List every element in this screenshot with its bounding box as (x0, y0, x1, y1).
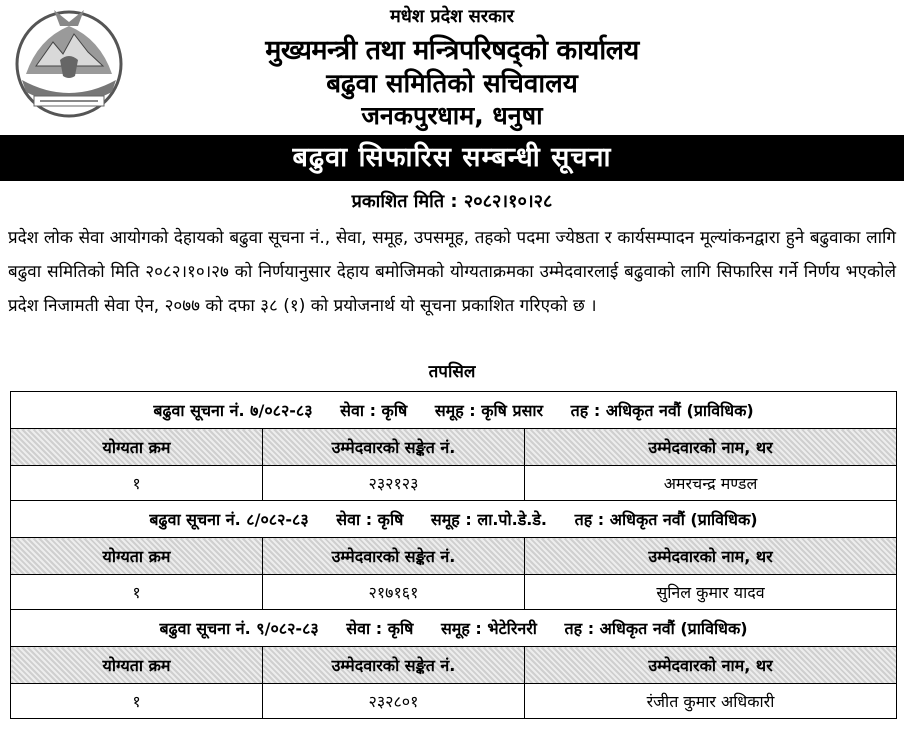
header-code: उम्मेदवारको सङ्केत नं. (263, 538, 525, 575)
header-code: उम्मेदवारको सङ्केत नं. (263, 647, 525, 684)
notice-level: तह : अधिकृत नवौं (प्राविधिक) (570, 401, 754, 420)
cell-rank: १ (11, 684, 263, 719)
table-row (11, 466, 897, 501)
table-header-row (11, 429, 897, 466)
notice-group: समूह : भेटेरिनरी (440, 619, 537, 638)
cell-code: २३२८०१ (263, 684, 525, 719)
notice-number: बढुवा सूचना नं. ९/०८२-८३ (159, 619, 319, 638)
header-name: उम्मेदवारको नाम, थर (525, 429, 897, 466)
government-name: मधेश प्रदेश सरकार (389, 6, 515, 27)
notice-title-row (11, 501, 897, 538)
cell-code: २३२१२३ (263, 466, 525, 501)
header-rank: योग्यता क्रम (11, 538, 263, 575)
header-code: उम्मेदवारको सङ्केत नं. (263, 429, 525, 466)
header-name: उम्मेदवारको नाम, थर (525, 647, 897, 684)
header-rank: योग्यता क्रम (11, 647, 263, 684)
notice-service: सेवा : कृषि (346, 619, 414, 638)
notice-title-row (11, 610, 897, 647)
cell-code: २१७१६१ (263, 575, 525, 610)
notice-service: सेवा : कृषि (336, 510, 404, 529)
promotion-table (10, 391, 897, 719)
notice-number: बढुवा सूचना नं. ७/०८२-८३ (153, 401, 313, 420)
table-row (11, 684, 897, 719)
notice-group: समूह : कृषि प्रसार (434, 401, 544, 420)
notice-level: तह : अधिकृत नवौं (प्राविधिक) (574, 510, 758, 529)
table-row (11, 575, 897, 610)
schedule-heading: तपसिल (428, 362, 476, 382)
notice-number: बढुवा सूचना नं. ८/०८२-८३ (149, 510, 309, 529)
notice-banner-title: बढुवा सिफारिस सम्बन्धी सूचना (0, 135, 904, 181)
secretariat-name: बढुवा समितिको सचिवालय (326, 69, 578, 99)
published-date-line (0, 189, 904, 213)
notice-title-row (11, 392, 897, 429)
notice-service: सेवा : कृषि (340, 401, 408, 420)
published-label: प्रकाशित मिति : (351, 191, 458, 212)
cell-rank: १ (11, 575, 263, 610)
office-name: मुख्यमन्त्री तथा मन्त्रिपरिषद्को कार्यालय (265, 35, 639, 66)
table-header-row (11, 647, 897, 684)
notice-paragraph: प्रदेश लोक सेवा आयोगको देहायको बढुवा सूचना नं., सेवा, समूह, उपसमूह, तहको पदमा ज्येष्ठता र कार्यसम्पादन मूल्यांकनद्वारा हुने बढुवाका लागि बढुवा समितिको मिति २०८२।१०।२७ को निर्णयानुसार देहाय बमोजिमको योग्यताक्रमका उम्मेदवारलाई बढुवाको लागि सिफारिस गर्ने निर्णय भएकोले प्रदेश निजामती सेवा ऐन, २०७७ को दफा ३८ (१) को प्रयोजनार्थ यो सूचना प्रकाशित गरिएको छ । (8, 228, 896, 316)
header-rank: योग्यता क्रम (11, 429, 263, 466)
header-name: उम्मेदवारको नाम, थर (525, 538, 897, 575)
cell-rank: १ (11, 466, 263, 501)
published-date: २०८२।१०।२८ (463, 191, 553, 212)
location: जनकपुरधाम, धनुषा (361, 101, 543, 130)
table-header-row (11, 538, 897, 575)
cell-name: सुनिल कुमार यादव (525, 575, 897, 610)
cell-name: रंजीत कुमार अधिकारी (525, 684, 897, 719)
notice-group: समूह : ला.पो.डे.डे. (430, 510, 547, 529)
notice-level: तह : अधिकृत नवौं (प्राविधिक) (564, 619, 748, 638)
cell-name: अमरचन्द्र मण्डल (525, 466, 897, 501)
